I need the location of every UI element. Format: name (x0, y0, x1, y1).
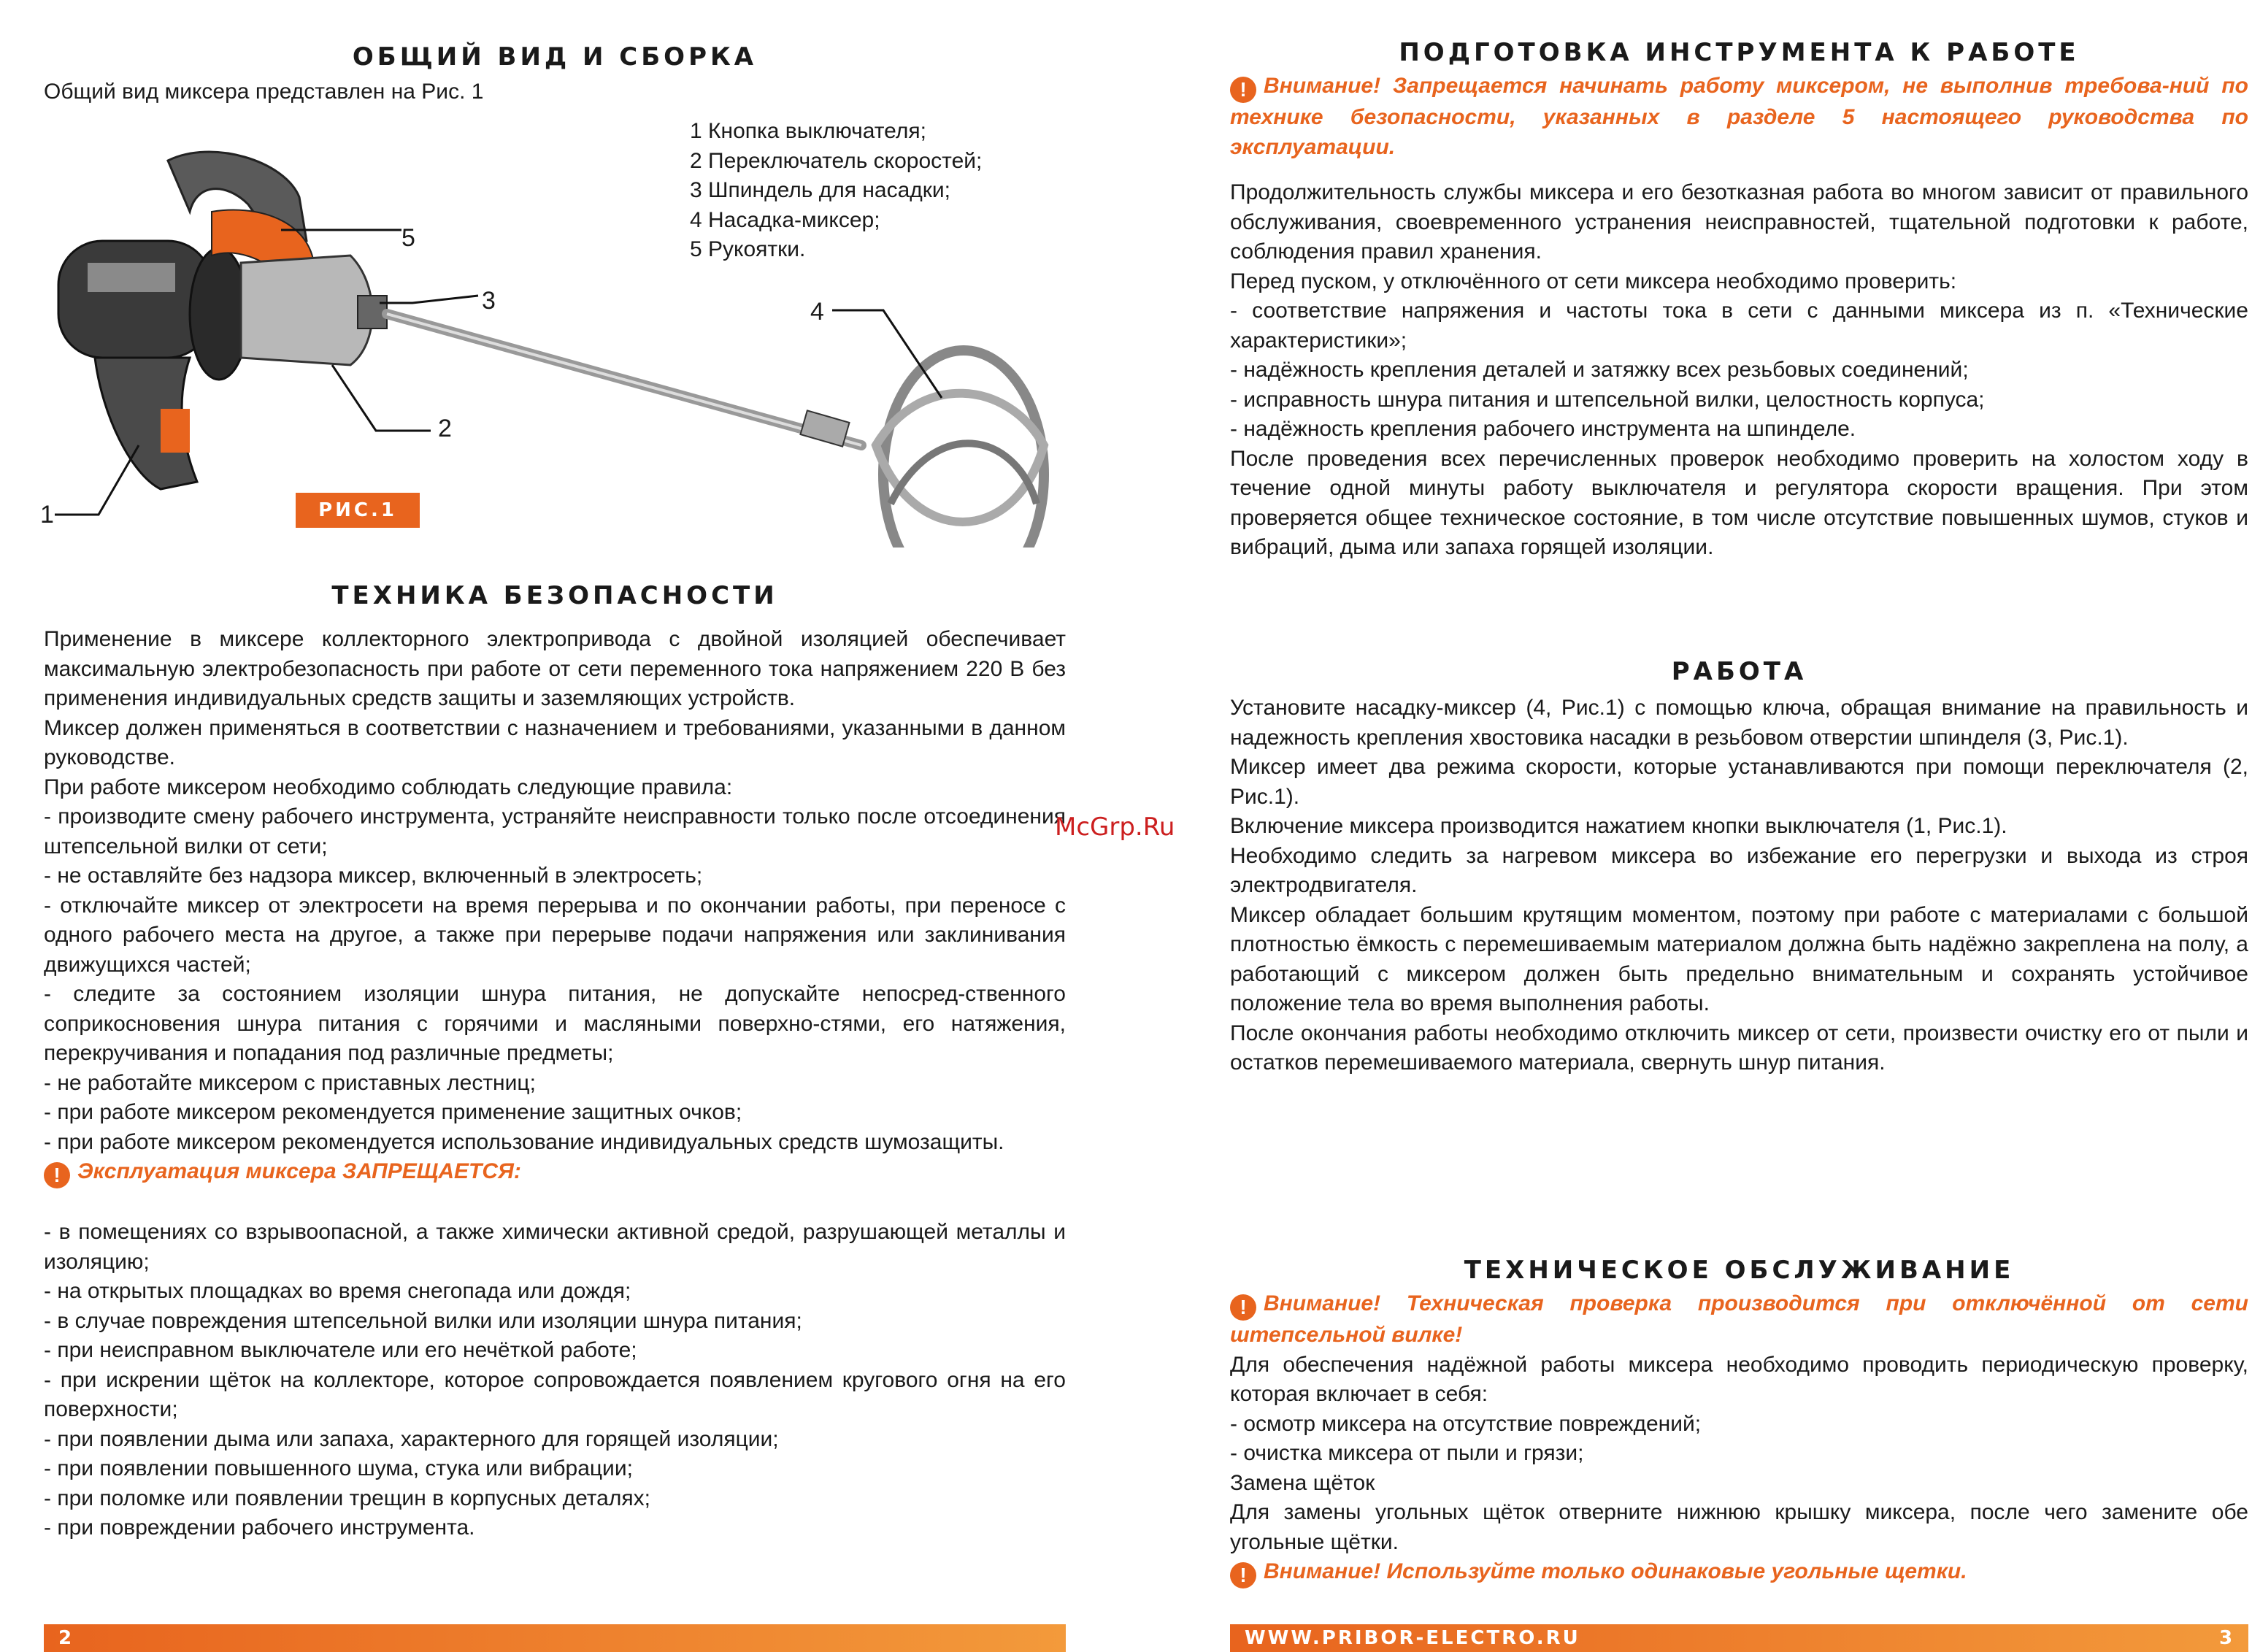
safety-paragraph: - при работе миксером рекомендуется использование индивидуальных средств шумозащиты. (44, 1129, 1004, 1154)
forbidden-item: - при неисправном выключателе или его нечёткой работе; (44, 1338, 637, 1362)
forbidden-item: - при появлении дыма или запаха, характерного для горящей изоляции; (44, 1426, 779, 1451)
safety-text (44, 625, 1066, 1543)
figure-legend (690, 117, 982, 265)
assembly-intro: Общий вид миксера представлен на Рис. 1 (44, 80, 484, 104)
safety-paragraph: Миксер должен применяться в соответствии с назначением и требованиями, указанными в данном руководстве. (44, 715, 1066, 769)
prep-paragraph: Перед пуском, у отключённого от сети миксера необходимо проверить: (1230, 269, 1957, 293)
prep-paragraph: - надёжность крепления рабочего инструмента на шпинделе. (1230, 417, 1856, 441)
exclamation-icon: ! (44, 1162, 70, 1188)
forbidden-item: - при искрении щёток на коллекторе, которое сопровождается появлением кругового огня на его поверхности; (44, 1367, 1066, 1421)
website-link[interactable]: WWW.PRIBOR-ELECTRO.RU (1245, 1627, 1580, 1649)
warning-forbidden: ! Эксплуатация миксера ЗАПРЕЩАЕТСЯ: (44, 1157, 1066, 1188)
section-title-assembly: ОБЩИЙ ВИД И СБОРКА (352, 42, 758, 72)
switch-button (161, 409, 190, 453)
motor-body (58, 241, 212, 358)
leader-4 (832, 310, 942, 398)
safety-paragraph: При работе миксером необходимо соблюдать следующие правила: (44, 775, 733, 799)
maint-paragraph: Замена щёток (1230, 1470, 1375, 1495)
maint-paragraph: Для замены угольных щёток отверните нижнюю крышку миксера, после чего замените обе угольные щётки. (1230, 1500, 2248, 1554)
leader-1 (55, 445, 139, 515)
maint-paragraph: - очистка миксера от пыли и грязи; (1230, 1441, 1584, 1465)
prep-paragraph: После проведения всех перечисленных проверок необходимо проверить на холостом ходу в течение одной минуты работу выключателя и регулятора скорости вращения. При этом проверяется общее техническое состояние, в том числе отсутствие повышенных шумов, стуков и вибраций, дыма или запаха горящей изоляции. (1230, 446, 2248, 559)
section-title-maintenance: ТЕХНИЧЕСКОЕ ОБСЛУЖИВАНИЕ (1464, 1256, 2015, 1285)
work-block (1230, 694, 2248, 1078)
safety-paragraph: - следите за состоянием изоляции шнура питания, не допускайте непосред-ственного соприкосновения шнура питания с горячими и масляными поверхно-стями, его натяжения, перекручивания и попадания под различные предметы; (44, 982, 1066, 1065)
forbidden-item: - при повреждении рабочего инструмента. (44, 1515, 475, 1540)
safety-paragraph: - при работе миксером рекомендуется применение защитных очков; (44, 1100, 742, 1124)
prep-paragraph: - соответствие напряжения и частоты тока в сети с данными миксера из п. «Технические характеристики»; (1230, 299, 2248, 353)
leader-2 (332, 365, 431, 431)
section-title-work: РАБОТА (1671, 657, 1807, 686)
watermark: McGrp.Ru (1055, 812, 1175, 842)
section-title-safety: ТЕХНИКА БЕЗОПАСНОСТИ (331, 581, 778, 610)
legend-item: 5 Рукоятки. (690, 237, 806, 261)
right-page (1230, 0, 2248, 1652)
warning-maintenance: ! Внимание! Техническая проверка производится при отключённой от сети штепсельной вилке! (1230, 1291, 2248, 1347)
gearbox (241, 256, 372, 365)
page-number-right: 3 (2219, 1627, 2235, 1649)
maint-paragraph: - осмотр миксера на отсутствие повреждений; (1230, 1411, 1702, 1436)
shaft-coupling (800, 410, 849, 446)
safety-paragraph: - не работайте миксером с приставных лестниц; (44, 1070, 536, 1095)
warning-preparation: ! Внимание! Запрещается начинать работу миксером, не выполнив требова-ний по технике безопасности, указанных в разделе 5 настоящего руководства по эксплуатации. (1230, 74, 2248, 159)
work-paragraph: Миксер имеет два режима скорости, которые устанавливаются при помощи переключателя (2, Рис.1). (1230, 755, 2248, 809)
page-number-left: 2 (58, 1627, 74, 1649)
warning-brushes: ! Внимание! Используйте только одинаковые угольные щетки. (1230, 1557, 2248, 1588)
callout-1: 1 (40, 501, 54, 529)
motor-label (88, 263, 175, 292)
exclamation-icon: ! (1230, 77, 1256, 103)
safety-paragraph: Применение в миксере коллекторного электропривода с двойной изоляцией обеспечивает максимальную электробезопасность при работе от сети переменного тока напряжением 220 В без применения индивидуальных средств защиты и заземляющих устройств. (44, 627, 1066, 710)
legend-item: 2 Переключатель скоростей; (690, 148, 983, 173)
callout-4: 4 (810, 298, 824, 326)
forbidden-item: - на открытых площадках во время снегопада или дождя; (44, 1279, 631, 1303)
prep-paragraph: - исправность шнура питания и штепсельной вилки, целостность корпуса; (1230, 387, 1985, 412)
maintenance-block (1230, 1289, 2248, 1588)
section-title-preparation: ПОДГОТОВКА ИНСТРУМЕНТА К РАБОТЕ (1399, 38, 2080, 67)
prep-paragraph: Продолжительность службы миксера и его безотказная работа во многом зависит от правильного обслуживания, своевременного устранения неисправностей, тщательной подготовки к работе, соблюдения правил хранения. (1230, 180, 2248, 264)
footer-bar-left (44, 1624, 1066, 1652)
forbidden-item: - в помещениях со взрывоопасной, а также химически активной средой, разрушающей металлы и изоляцию; (44, 1220, 1066, 1274)
figure-label: РИС.1 (296, 493, 420, 528)
work-paragraph: Миксер обладает большим крутящим моментом, поэтому при работе с материалами с большой плотностью ёмкость с перемешиваемым материалом должна быть надёжно закреплена на полу, а работающий с миксером должен быть предельно внимательным и сохранять устойчивое положение тела во время выполнения работы. (1230, 902, 2248, 1015)
legend-item: 4 Насадка-миксер; (690, 207, 880, 232)
callout-3: 3 (482, 287, 496, 315)
maint-paragraph: Для обеспечения надёжной работы миксера необходимо проводить периодическую проверку, которая включает в себя: (1230, 1352, 2248, 1406)
paddle-blade (876, 393, 1044, 522)
forbidden-item: - при появлении повышенного шума, стука или вибрации; (44, 1456, 633, 1480)
work-paragraph: Включение миксера производится нажатием кнопки выключателя (1, Рис.1). (1230, 814, 2007, 838)
leader-3 (380, 296, 478, 303)
legend-item: 1 Кнопка выключателя; (690, 119, 926, 143)
safety-paragraph: - отключайте миксер от электросети на время перерыва и по окончании работы, при переносе с одного рабочего места на другое, а также при перерыве подачи напряжения или заклинивания движущихся частей; (44, 893, 1066, 977)
work-paragraph: Необходимо следить за нагревом миксера во избежание его перегрузки и выхода из строя электродвигателя. (1230, 843, 2248, 897)
preparation-block (1230, 72, 2248, 563)
work-paragraph: После окончания работы необходимо отключить миксер от сети, произвести очистку его от пыли и остатков перемешиваемого материала, свернуть шнур питания. (1230, 1021, 2248, 1075)
forbidden-item: - при поломке или появлении трещин в корпусных деталях; (44, 1486, 650, 1510)
safety-paragraph: - не оставляйте без надзора миксер, включенный в электросеть; (44, 864, 703, 888)
callout-2: 2 (438, 415, 452, 442)
left-page (40, 0, 1066, 1652)
exclamation-icon: ! (1230, 1562, 1256, 1588)
callout-5: 5 (401, 224, 415, 252)
work-paragraph: Установите насадку-миксер (4, Рис.1) с помощью ключа, обращая внимание на правильность и надежность крепления хвостовика насадки в резьбовом отверстии шпинделя (3, Рис.1). (1230, 696, 2248, 750)
safety-paragraph: - производите смену рабочего инструмента, устраняйте неисправности только после отсоединения штепсельной вилки от сети; (44, 804, 1066, 858)
legend-item: 3 Шпиндель для насадки; (690, 178, 950, 202)
prep-paragraph: - надёжность крепления деталей и затяжку всех резьбовых соединений; (1230, 358, 1969, 382)
gear-ring (190, 248, 248, 380)
exclamation-icon: ! (1230, 1294, 1256, 1321)
forbidden-item: - в случае повреждения штепсельной вилки или изоляции шнура питания; (44, 1308, 802, 1333)
